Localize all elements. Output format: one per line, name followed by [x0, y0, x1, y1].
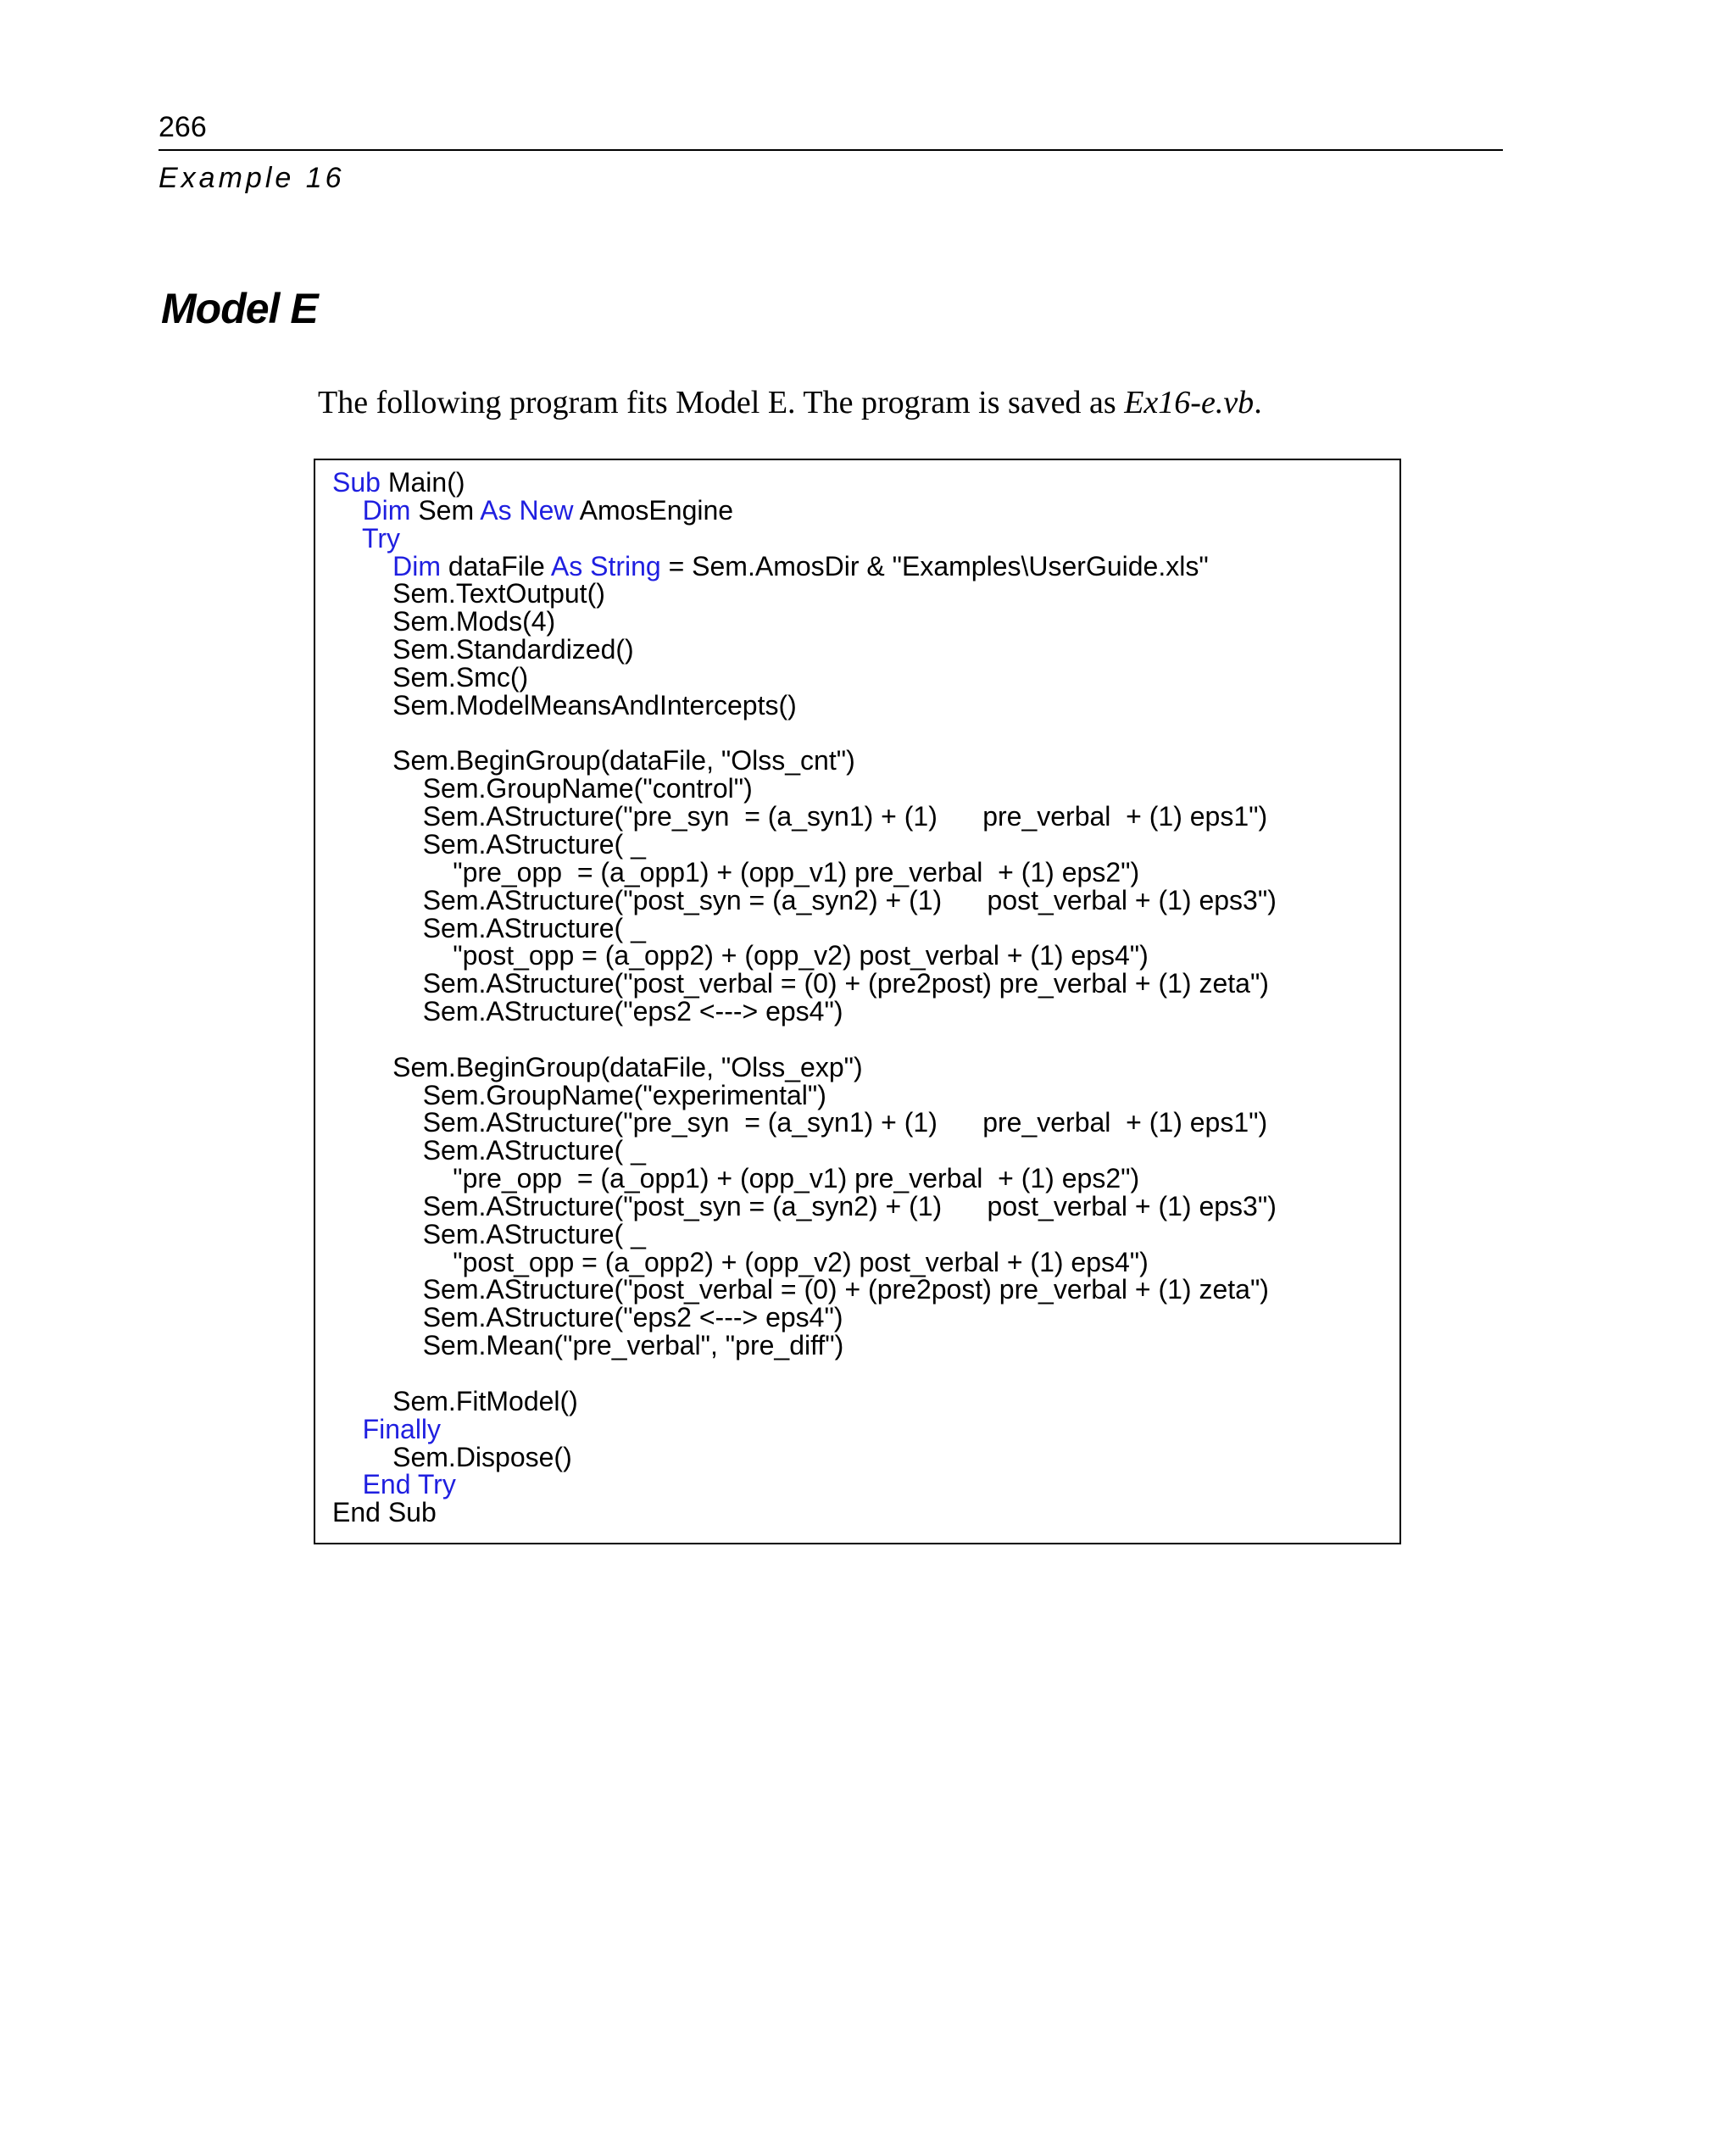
- code-line: [332, 689, 1277, 721]
- code-line: [332, 775, 1277, 803]
- code-text: Sem.FitModel(): [332, 1385, 578, 1416]
- page-number: 266: [159, 111, 207, 143]
- code-line: [332, 747, 1277, 775]
- code-text: Sem.AStructure("post_syn = (a_syn2) + (1) post_verbal + (1) eps3"): [332, 884, 1277, 915]
- code-line: [332, 1332, 1277, 1360]
- code-text: Sem.AStructure( _: [332, 1218, 646, 1249]
- code-text: Sem.AStructure("pre_syn = (a_syn1) + (1) pre_verbal + (1) eps1"): [332, 1107, 1268, 1138]
- code-text: Sem.Smc(): [332, 661, 529, 693]
- code-line: [332, 1276, 1277, 1304]
- code-text: [332, 523, 362, 554]
- program-filename: Ex16-e.vb: [1124, 385, 1255, 420]
- code-text: Sem.Mods(4): [332, 606, 556, 637]
- code-text: Main(): [380, 467, 465, 498]
- code-line: [332, 998, 1277, 1026]
- code-text: Sem: [410, 494, 481, 526]
- code-line: [332, 1441, 1277, 1472]
- code-line: [332, 912, 1277, 943]
- code-line: [332, 1360, 1277, 1388]
- code-line: [332, 884, 1277, 915]
- code-text: Sem.TextOutput(): [332, 578, 605, 609]
- code-text: dataFile: [441, 550, 551, 581]
- code-keyword: Try: [361, 522, 400, 554]
- code-text: Sem.ModelMeansAndIntercepts(): [332, 689, 797, 721]
- code-text: "post_opp = (a_opp2) + (opp_v2) post_verbal + (1) eps4"): [332, 1246, 1149, 1277]
- code-line: [332, 1079, 1277, 1110]
- code-text: Sem.AStructure("post_verbal = (0) + (pre2post) pre_verbal + (1) zeta"): [332, 1274, 1269, 1305]
- code-listing: [332, 469, 1277, 1527]
- code-line: [332, 608, 1277, 636]
- code-text: [332, 1469, 363, 1499]
- code-text: Sem.AStructure("eps2 <---> eps4"): [332, 996, 843, 1027]
- code-text: Sem.BeginGroup(dataFile, "Olss_exp"): [332, 1051, 863, 1082]
- header-rule: [159, 149, 1503, 151]
- code-text: Sem.AStructure( _: [332, 1135, 646, 1166]
- code-text: Sem.AStructure( _: [332, 828, 646, 860]
- code-text: Sem.Mean("pre_verbal", "pre_diff"): [332, 1330, 844, 1361]
- code-text: Sem.AStructure("pre_syn = (a_syn1) + (1) pre_verbal + (1) eps1"): [332, 801, 1268, 832]
- code-line: [332, 1385, 1277, 1416]
- code-keyword: As New: [480, 494, 574, 526]
- code-keyword: Finally: [362, 1413, 442, 1444]
- code-text: [332, 551, 392, 581]
- code-text: Sem.GroupName("experimental"): [332, 1079, 826, 1110]
- code-keyword: Sub: [332, 467, 381, 498]
- code-line: [332, 522, 1277, 554]
- code-text: Sem.AStructure("post_syn = (a_syn2) + (1) post_verbal + (1) eps3"): [332, 1190, 1277, 1221]
- code-text: "pre_opp = (a_opp1) + (opp_v1) pre_verbal + (1) eps2"): [332, 1163, 1140, 1194]
- code-text: [332, 495, 363, 526]
- code-keyword: Dim: [362, 494, 411, 526]
- code-text: "post_opp = (a_opp2) + (opp_v2) post_verbal + (1) eps4"): [332, 940, 1149, 971]
- code-line: [332, 720, 1277, 748]
- intro-text-end: .: [1254, 385, 1262, 420]
- code-line: [332, 469, 1277, 497]
- code-line: [332, 1165, 1277, 1193]
- code-line: [332, 1413, 1277, 1444]
- code-text: Sem.AStructure( _: [332, 912, 646, 943]
- code-line: [332, 1304, 1277, 1332]
- code-line: [332, 1499, 1277, 1527]
- code-text: Sem.GroupName("control"): [332, 773, 753, 804]
- code-text: Sem.Standardized(): [332, 634, 634, 665]
- code-line: [332, 580, 1277, 608]
- code-text: = Sem.AmosDir & "Examples\UserGuide.xls": [660, 550, 1209, 581]
- code-line: [332, 942, 1277, 970]
- intro-text: The following program fits Model E. The program is saved as: [318, 385, 1125, 420]
- code-line: [332, 494, 1277, 526]
- code-text: Sem.BeginGroup(dataFile, "Olss_cnt"): [332, 745, 855, 776]
- code-line: [332, 1137, 1277, 1165]
- code-line: [332, 1246, 1277, 1277]
- code-line: [332, 1109, 1277, 1137]
- code-line: [332, 828, 1277, 860]
- code-keyword: As String: [550, 550, 661, 581]
- running-head: Example 16: [159, 162, 345, 194]
- intro-paragraph: [318, 381, 1262, 424]
- code-line: [332, 1051, 1277, 1082]
- code-text: [332, 1414, 363, 1444]
- code-line: [332, 803, 1277, 831]
- code-keyword: Dim: [392, 550, 441, 581]
- code-keyword: End Try: [362, 1469, 456, 1500]
- code-text: "pre_opp = (a_opp1) + (opp_v1) pre_verbal + (1) eps2"): [332, 856, 1140, 887]
- code-text: End Sub: [332, 1497, 437, 1528]
- code-line: [332, 1026, 1277, 1054]
- code-line: [332, 1190, 1277, 1221]
- code-line: [332, 550, 1277, 581]
- code-line: [332, 856, 1277, 887]
- code-line: [332, 1218, 1277, 1249]
- code-listing-box: [314, 459, 1401, 1544]
- code-line: [332, 1471, 1277, 1499]
- code-line: [332, 661, 1277, 693]
- code-text: Sem.AStructure("post_verbal = (0) + (pre2post) pre_verbal + (1) zeta"): [332, 968, 1269, 999]
- code-text: AmosEngine: [573, 494, 734, 526]
- code-text: Sem.Dispose(): [332, 1441, 572, 1472]
- section-title: Model E: [161, 285, 318, 332]
- code-line: [332, 970, 1277, 998]
- code-line: [332, 636, 1277, 664]
- code-text: Sem.AStructure("eps2 <---> eps4"): [332, 1302, 843, 1333]
